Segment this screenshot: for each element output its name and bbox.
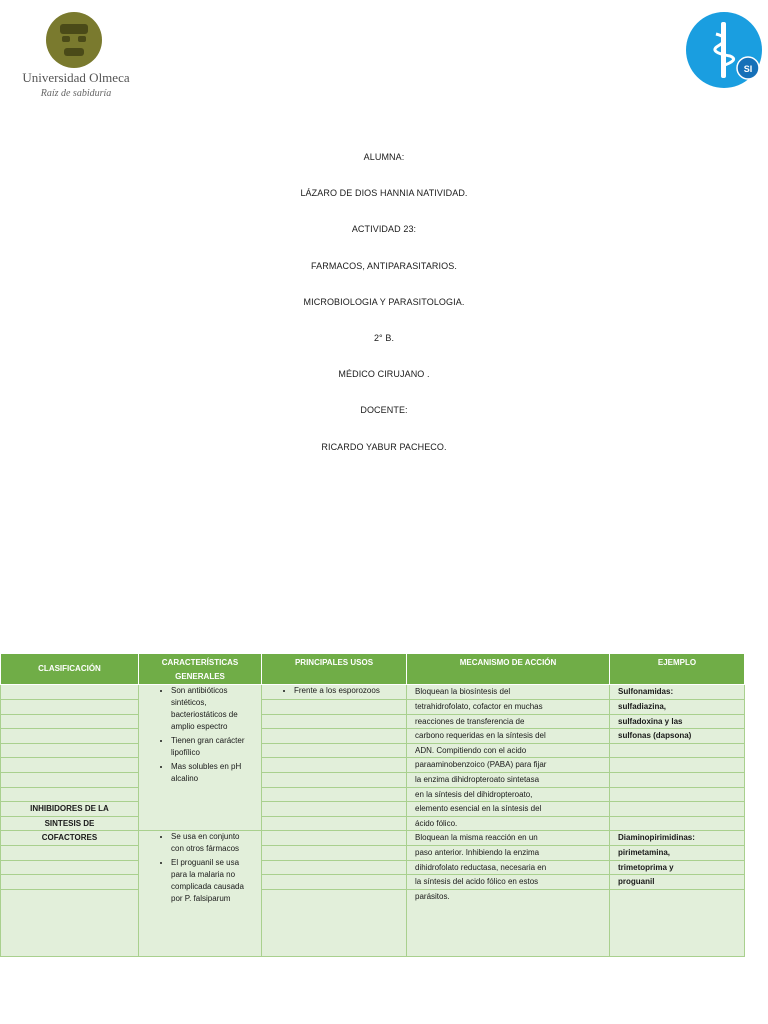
list-item: • Frente a los esporozoos — [294, 685, 398, 697]
cover-line-subject: MICROBIOLOGIA Y PARASITOLOGIA. — [303, 296, 465, 307]
mechanism-cell: parásitos. — [407, 889, 610, 956]
mechanism-cell: dihidrofolato reductasa, necesaria en — [407, 860, 610, 875]
uses-cell — [262, 685, 407, 700]
asclepius-icon — [686, 12, 762, 88]
table-row — [1, 802, 745, 817]
classification-cell: INHIBIDORES DE LA — [1, 802, 139, 817]
mechanism-cell: elemento esencial en la síntesis del — [407, 802, 610, 817]
classification-cell — [1, 787, 139, 802]
cover-line-activity: ACTIVIDAD 23: — [351, 224, 417, 235]
table-row — [1, 875, 745, 890]
classification-cell — [1, 875, 139, 890]
classification-cell — [1, 860, 139, 875]
medical-logo — [686, 12, 762, 88]
header-uses: PRINCIPALES USOS — [262, 654, 407, 685]
classification-cell — [1, 714, 139, 729]
uses-cell — [262, 860, 407, 875]
table-row — [1, 860, 745, 875]
header-classification: CLASIFICACIÓN — [1, 654, 139, 685]
cover-line-topic: FARMACOS, ANTIPARASITARIOS. — [311, 260, 457, 271]
example-cell — [610, 802, 745, 817]
table-row — [1, 700, 745, 715]
mechanism-cell: carbono requeridas en la síntesis del — [407, 729, 610, 744]
table-row — [1, 714, 745, 729]
mechanism-cell: tetrahidrofolato, cofactor en muchas — [407, 700, 610, 715]
mechanism-cell: ADN. Compitiendo con el acido — [407, 743, 610, 758]
example-cell: sulfonas (dapsona) — [610, 729, 745, 744]
classification-cell — [1, 845, 139, 860]
cover-line-group: 2° B. — [373, 332, 395, 343]
example-cell: pirimetamina, — [610, 845, 745, 860]
example-cell — [610, 743, 745, 758]
uses-cell — [262, 758, 407, 773]
mechanism-cell: la enzima dihidropteroato sintetasa — [407, 772, 610, 787]
university-name: Universidad Olmeca — [22, 70, 130, 85]
uses-cell — [262, 816, 407, 831]
example-cell: Diaminopirimidinas: — [610, 831, 745, 846]
example-cell: trimetoprima y — [610, 860, 745, 875]
example-cell: proguanil — [610, 875, 745, 890]
classification-cell — [1, 889, 139, 956]
uses-cell — [262, 714, 407, 729]
cover-line-student-name: LÁZARO DE DIOS HANNIA NATIVIDAD. — [300, 188, 468, 199]
example-cell — [610, 816, 745, 831]
uses-cell — [262, 875, 407, 890]
table-row — [1, 685, 745, 700]
list-item: • El proguanil se usa para la malaria no complicada causada por P. falsiparum — [171, 857, 253, 905]
list-item: • Se usa en conjunto con otros fármacos — [171, 831, 253, 855]
table-row — [1, 845, 745, 860]
uses-cell — [262, 787, 407, 802]
characteristics-cell — [139, 831, 262, 956]
uses-cell — [262, 802, 407, 817]
cover-line-teacher-name: RICARDO YABUR PACHECO. — [321, 441, 447, 452]
uses-cell — [262, 845, 407, 860]
table-row — [1, 889, 745, 956]
mechanism-cell: reacciones de transferencia de — [407, 714, 610, 729]
table-row — [1, 831, 745, 846]
uses-cell — [262, 700, 407, 715]
uses-cell — [262, 743, 407, 758]
classification-cell — [1, 700, 139, 715]
mechanism-cell: paraaminobenzoico (PABA) para fijar — [407, 758, 610, 773]
table-row — [1, 758, 745, 773]
cover-line-label-student: ALUMNA: — [363, 152, 405, 162]
mechanism-cell: paso anterior. Inhibiendo la enzima — [407, 845, 610, 860]
table-header-row — [1, 654, 745, 685]
example-cell: sulfadiazina, — [610, 700, 745, 715]
classification-cell — [1, 729, 139, 744]
university-motto: Raíz de sabiduría — [40, 88, 112, 99]
drug-table — [0, 653, 745, 957]
classification-cell — [1, 743, 139, 758]
example-cell — [610, 758, 745, 773]
classification-cell — [1, 685, 139, 700]
example-cell — [610, 889, 745, 956]
characteristics-cell — [139, 685, 262, 831]
cover-line-career: MÉDICO CIRUJANO . — [338, 369, 430, 380]
example-cell — [610, 787, 745, 802]
cover-line-label-teacher: DOCENTE: — [360, 405, 408, 416]
cover-text — [0, 152, 768, 478]
si-badge: SI — [743, 64, 753, 74]
table-row — [1, 729, 745, 744]
uses-cell — [262, 831, 407, 846]
olmec-head-icon — [8, 10, 144, 102]
mechanism-cell: Bloquean la biosíntesis del — [407, 685, 610, 700]
classification-cell: COFACTORES — [1, 831, 139, 846]
list-item: • Son antibióticos sintéticos, bacteriostáticos de amplio espectro — [171, 685, 253, 733]
classification-cell — [1, 772, 139, 787]
example-cell: sulfadoxina y las — [610, 714, 745, 729]
header-example: EJEMPLO — [610, 654, 745, 685]
example-cell: Sulfonamidas: — [610, 685, 745, 700]
table-row — [1, 787, 745, 802]
table-row — [1, 816, 745, 831]
university-logo — [8, 10, 144, 102]
mechanism-cell: en la síntesis del dihidropteroato, — [407, 787, 610, 802]
header-mechanism: MECANISMO DE ACCIÓN — [407, 654, 610, 685]
classification-cell — [1, 758, 139, 773]
header-characteristics: CARACTERÍSTICAS GENERALES — [139, 654, 262, 685]
table-row — [1, 743, 745, 758]
uses-cell — [262, 889, 407, 956]
mechanism-cell: la síntesis del acido fólico en estos — [407, 875, 610, 890]
list-item: • Tienen gran carácter lipofílico — [171, 735, 253, 759]
mechanism-cell: Bloquean la misma reacción en un — [407, 831, 610, 846]
uses-cell — [262, 772, 407, 787]
example-cell — [610, 772, 745, 787]
uses-cell — [262, 729, 407, 744]
mechanism-cell: ácido fólico. — [407, 816, 610, 831]
list-item: • Mas solubles en pH alcalino — [171, 761, 253, 785]
table-row — [1, 772, 745, 787]
classification-cell: SINTESIS DE — [1, 816, 139, 831]
